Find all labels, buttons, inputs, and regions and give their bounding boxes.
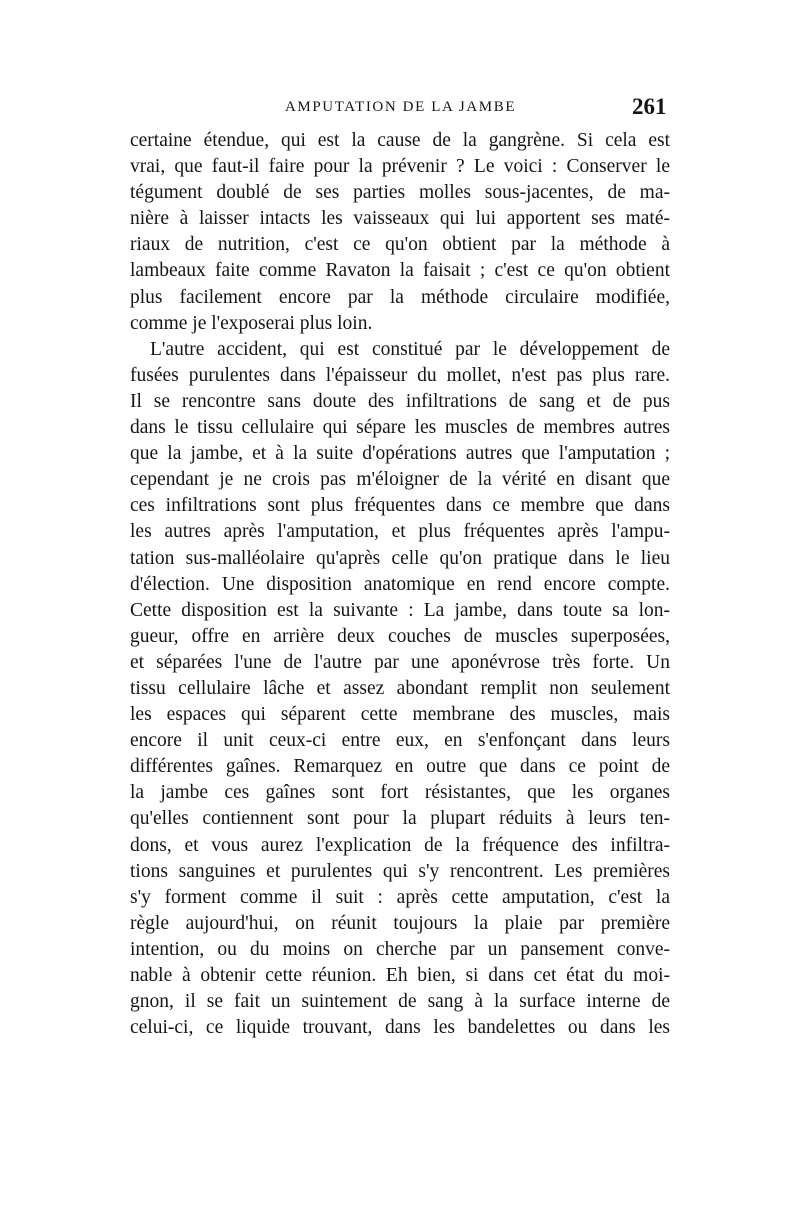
page-header: [0, 94, 800, 128]
page-number: 261: [632, 94, 667, 119]
text-line: fusées purulentes dans l'épaisseur du mollet, n'est pas plus rare.: [130, 364, 670, 386]
text-line: comme je l'exposerai plus loin.: [130, 312, 373, 334]
text-line: et séparées l'une de l'autre par une aponévrose très forte. Un: [130, 651, 670, 673]
text-line: dons, et vous aurez l'explication de la fréquence des infiltra-: [130, 834, 670, 856]
body-text: [130, 128, 670, 1041]
text-line: tions sanguines et purulentes qui s'y rencontrent. Les premières: [130, 860, 670, 882]
text-line: tation sus-malléolaire qu'après celle qu'on pratique dans le lieu: [130, 547, 670, 569]
text-line: ces infiltrations sont plus fréquentes dans ce membre que dans: [130, 495, 670, 517]
text-line: Il se rencontre sans doute des infiltrations de sang et de pus: [130, 390, 670, 412]
text-line: nière à laisser intacts les vaisseaux qui lui apportent ses maté-: [130, 208, 670, 230]
running-head: AMPUTATION DE LA JAMBE: [285, 99, 517, 115]
text-line: la jambe ces gaînes sont fort résistantes, que les organes: [130, 782, 670, 804]
text-line: Cette disposition est la suivante : La jambe, dans toute sa lon-: [130, 599, 670, 621]
text-line: tégument doublé de ses parties molles sous-jacentes, de ma-: [130, 182, 670, 204]
paragraph-start-line: L'autre accident, qui est constitué par le développement de: [150, 338, 670, 360]
text-line: intention, ou du moins on cherche par un pansement conve-: [130, 938, 670, 960]
text-line: qu'elles contiennent sont pour la plupart réduits à leurs ten-: [130, 808, 670, 830]
text-line: nable à obtenir cette réunion. Eh bien, si dans cet état du moi-: [130, 965, 670, 986]
text-line: lambeaux faite comme Ravaton la faisait ; c'est ce qu'on obtient: [130, 260, 670, 282]
text-line: que la jambe, et à la suite d'opérations autres que l'amputation ;: [130, 443, 670, 465]
text-line: d'élection. Une disposition anatomique en rend encore compte.: [130, 573, 670, 595]
text-line: les autres après l'amputation, et plus fréquentes après l'ampu-: [130, 521, 670, 543]
text-line: dans le tissu cellulaire qui sépare les muscles de membres autres: [130, 417, 670, 439]
text-line: riaux de nutrition, c'est ce qu'on obtient par la méthode à: [130, 234, 670, 256]
text-line: s'y forment comme il suit : après cette amputation, c'est la: [130, 886, 670, 908]
text-line: gueur, offre en arrière deux couches de muscles superposées,: [130, 625, 670, 647]
text-line: vrai, que faut-il faire pour la prévenir ? Le voici : Conserver le: [130, 156, 670, 178]
text-line: encore il unit ceux-ci entre eux, en s'enfonçant dans leurs: [130, 730, 670, 752]
text-line: certaine étendue, qui est la cause de la gangrène. Si cela est: [130, 130, 670, 151]
text-line: plus facilement encore par la méthode circulaire modifiée,: [130, 286, 670, 308]
text-line: gnon, il se fait un suintement de sang à la surface interne de: [130, 991, 670, 1013]
text-line: cependant je ne crois pas m'éloigner de la vérité en disant que: [130, 469, 670, 491]
text-line: différentes gaînes. Remarquez en outre que dans ce point de: [130, 756, 670, 778]
text-line: règle aujourd'hui, on réunit toujours la plaie par première: [130, 912, 670, 934]
text-line: tissu cellulaire lâche et assez abondant remplit non seulement: [130, 677, 670, 699]
text-line: celui-ci, ce liquide trouvant, dans les bandelettes ou dans les: [130, 1017, 670, 1039]
text-line: les espaces qui séparent cette membrane des muscles, mais: [130, 704, 670, 726]
